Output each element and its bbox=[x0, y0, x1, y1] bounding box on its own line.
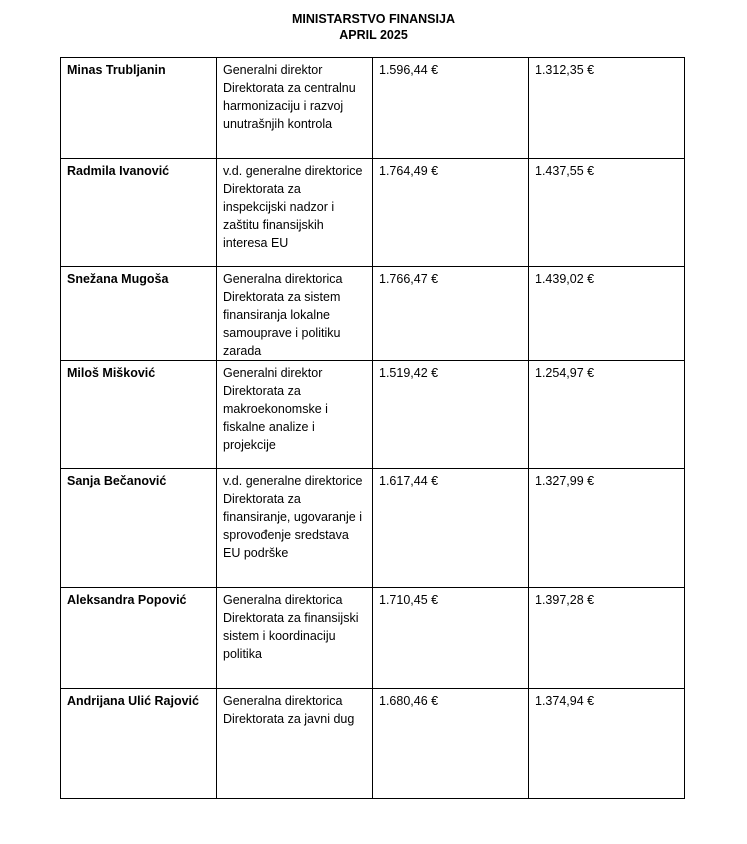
table-row bbox=[61, 58, 685, 159]
employee-name: Minas Trubljanin bbox=[61, 58, 217, 159]
employee-position: Generalni direktor Direktorata za makroekonomske i fiskalne analize i projekcije bbox=[217, 361, 373, 469]
employee-position: Generalna direktorica Direktorata za javni dug bbox=[217, 689, 373, 799]
net-salary: 1.397,28 € bbox=[529, 588, 685, 689]
gross-salary: 1.617,44 € bbox=[373, 469, 529, 588]
table-row bbox=[61, 267, 685, 361]
net-salary: 1.439,02 € bbox=[529, 267, 685, 361]
table-row bbox=[61, 588, 685, 689]
employee-name: Andrijana Ulić Rajović bbox=[61, 689, 217, 799]
gross-salary: 1.596,44 € bbox=[373, 58, 529, 159]
employee-name: Sanja Bečanović bbox=[61, 469, 217, 588]
net-salary: 1.374,94 € bbox=[529, 689, 685, 799]
net-salary: 1.327,99 € bbox=[529, 469, 685, 588]
employee-position: Generalna direktorica Direktorata za finansijski sistem i koordinaciju politika bbox=[217, 588, 373, 689]
employee-name: Snežana Mugoša bbox=[61, 267, 217, 361]
ministry-title: MINISTARSTVO FINANSIJA bbox=[292, 12, 455, 26]
document-header bbox=[0, 11, 747, 43]
gross-salary: 1.519,42 € bbox=[373, 361, 529, 469]
employee-position: Generalna direktorica Direktorata za sistem finansiranja lokalne samouprave i politiku zarada bbox=[217, 267, 373, 361]
report-period: APRIL 2025 bbox=[339, 28, 408, 42]
table-row bbox=[61, 159, 685, 267]
gross-salary: 1.764,49 € bbox=[373, 159, 529, 267]
employee-name: Miloš Mišković bbox=[61, 361, 217, 469]
salary-table bbox=[60, 57, 685, 799]
net-salary: 1.437,55 € bbox=[529, 159, 685, 267]
gross-salary: 1.766,47 € bbox=[373, 267, 529, 361]
net-salary: 1.254,97 € bbox=[529, 361, 685, 469]
employee-position: v.d. generalne direktorice Direktorata za finansiranje, ugovaranje i sprovođenje sredstava EU podrške bbox=[217, 469, 373, 588]
net-salary: 1.312,35 € bbox=[529, 58, 685, 159]
table-row bbox=[61, 361, 685, 469]
employee-name: Radmila Ivanović bbox=[61, 159, 217, 267]
employee-position: v.d. generalne direktorice Direktorata za inspekcijski nadzor i zaštitu finansijskih interesa EU bbox=[217, 159, 373, 267]
employee-position: Generalni direktor Direktorata za centralnu harmonizaciju i razvoj unutrašnjih kontrola bbox=[217, 58, 373, 159]
employee-name: Aleksandra Popović bbox=[61, 588, 217, 689]
gross-salary: 1.680,46 € bbox=[373, 689, 529, 799]
table-row bbox=[61, 469, 685, 588]
table-row bbox=[61, 689, 685, 799]
gross-salary: 1.710,45 € bbox=[373, 588, 529, 689]
